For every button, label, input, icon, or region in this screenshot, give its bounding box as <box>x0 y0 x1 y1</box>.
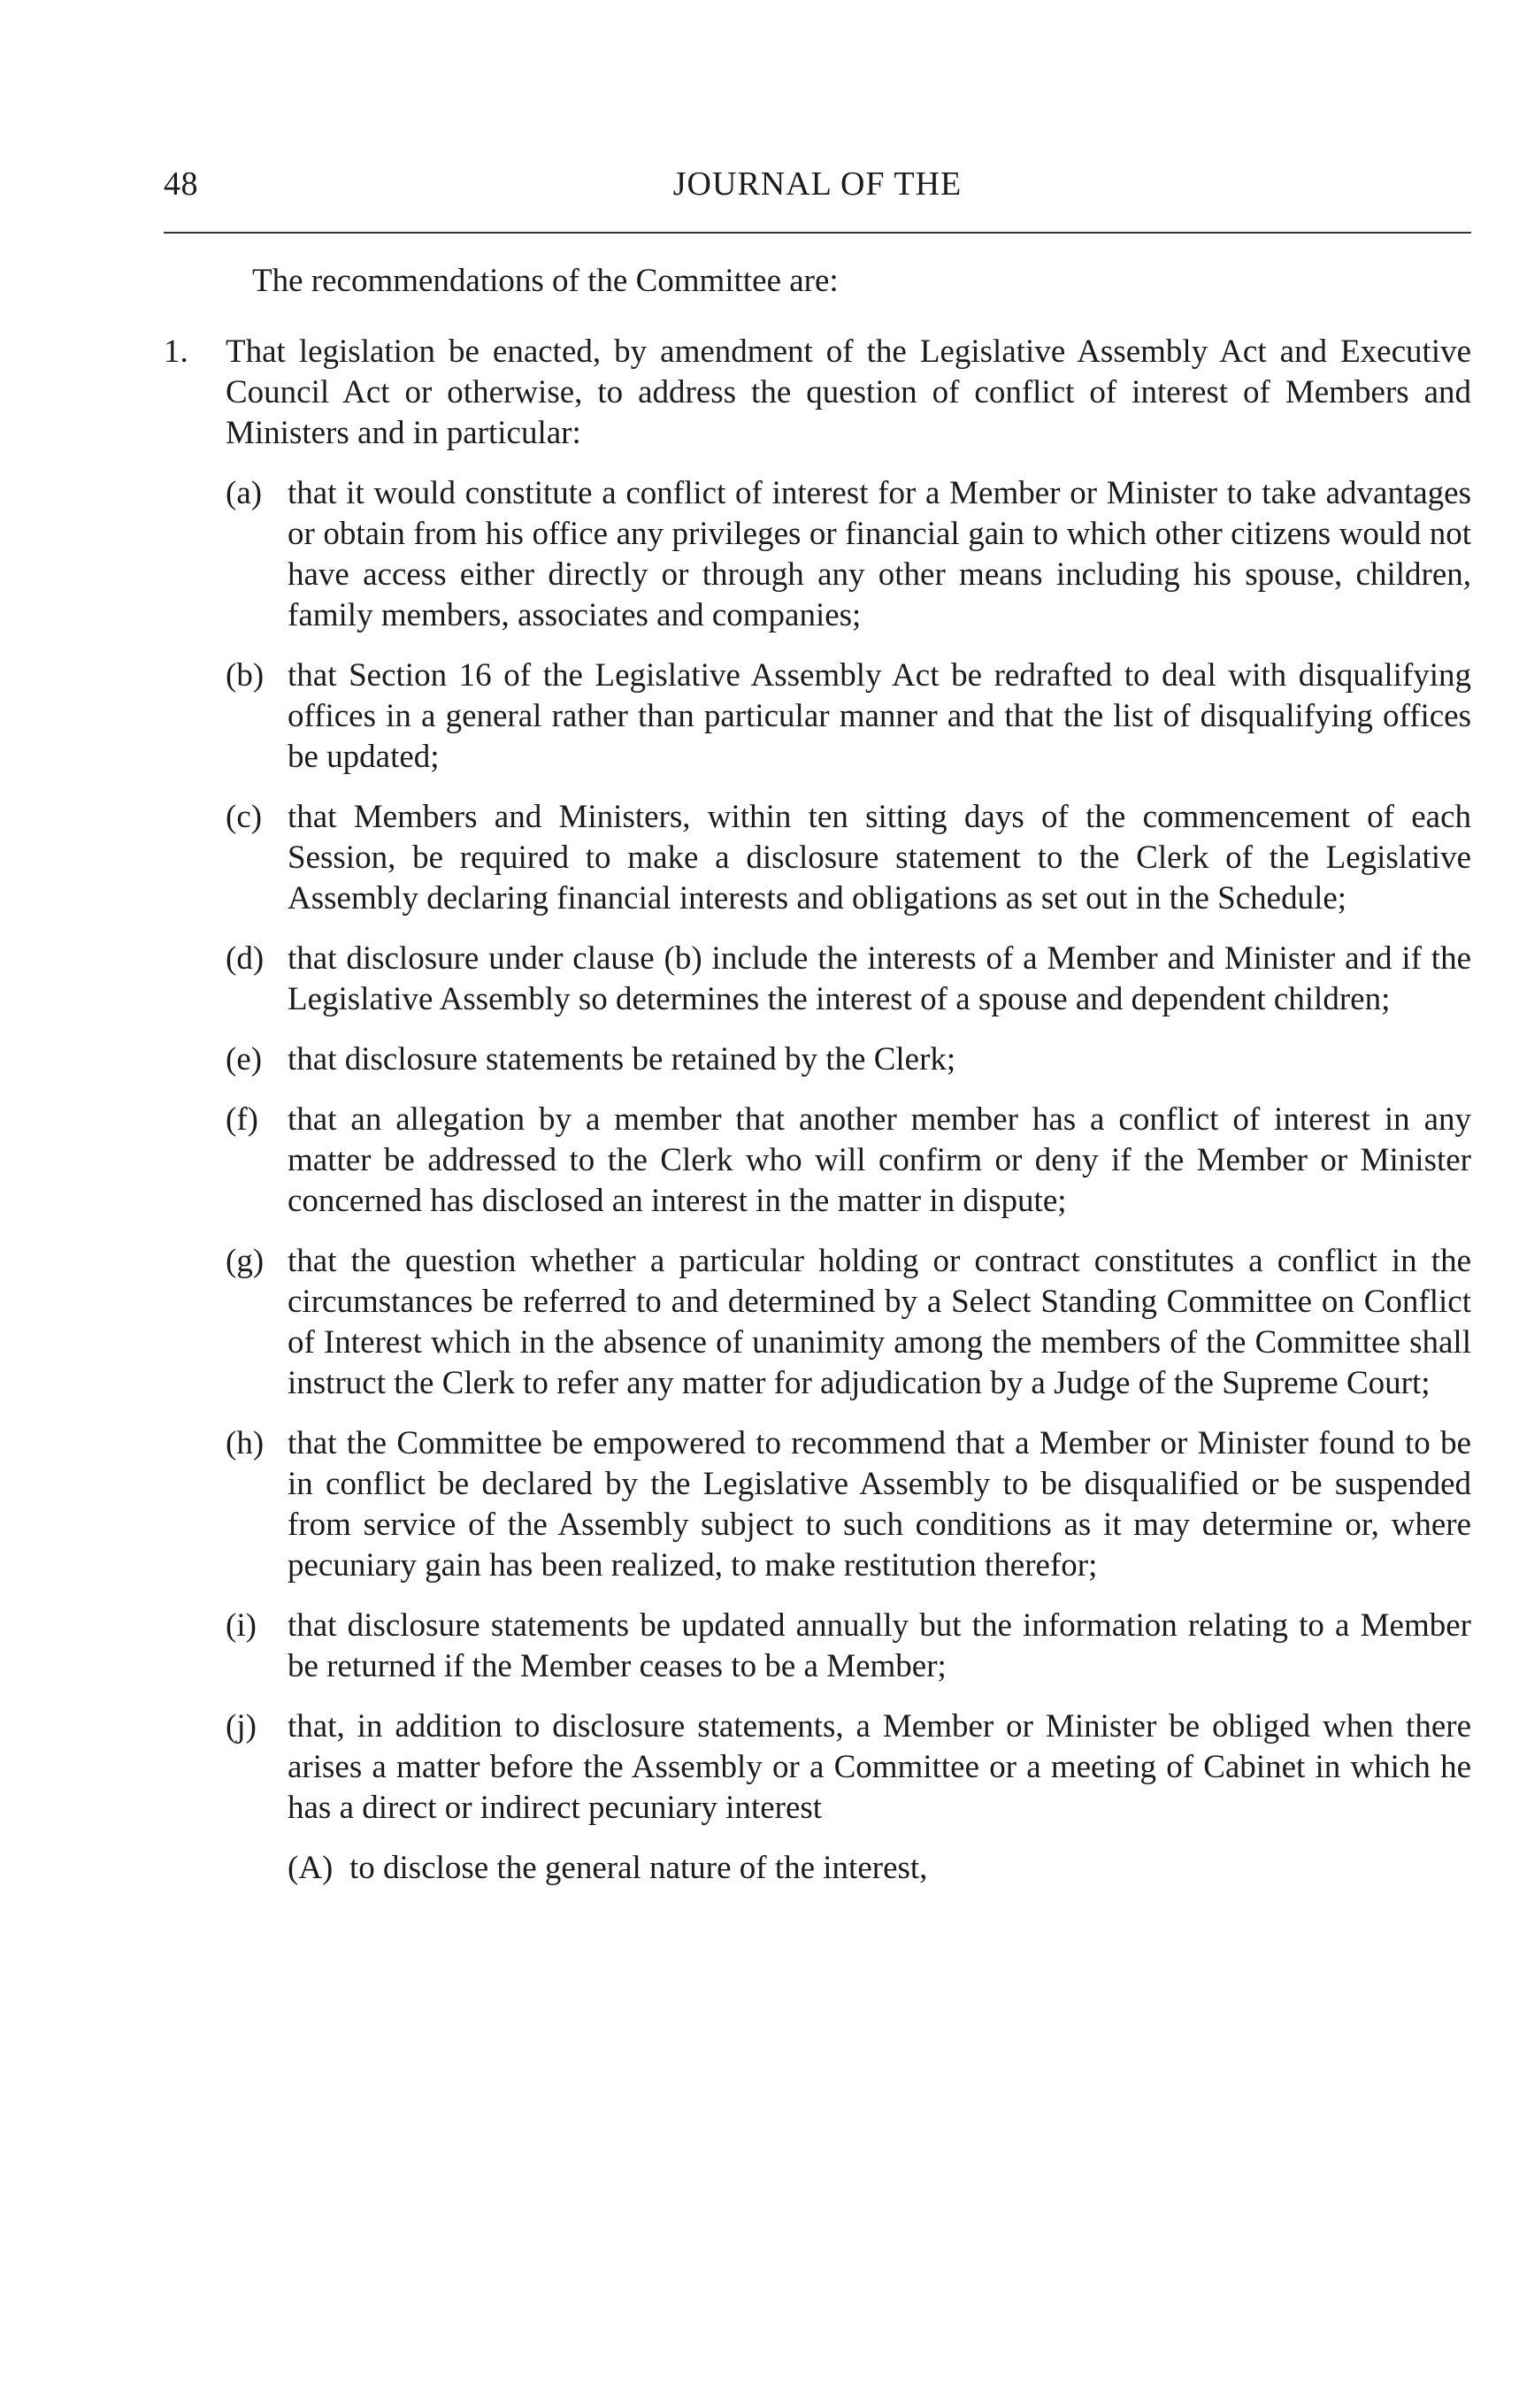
clause-e <box>164 1039 1471 1080</box>
recommendation-text: That legislation be enacted, by amendment of the Legislative Assembly Act and Executive Council Act or otherwise, to address the question of conflict of interest of Members and Ministers and in particular: <box>226 334 1471 451</box>
clause-label: (g) <box>226 1243 265 1279</box>
document-body <box>164 261 1471 1908</box>
clause-label: (e) <box>226 1041 263 1077</box>
recommendation-1 <box>164 332 1471 1889</box>
clause-text: that disclosure statements be retained by the Clerk; <box>288 1041 956 1077</box>
clause-g <box>164 1241 1471 1404</box>
clause-h <box>164 1423 1471 1586</box>
clause-text: that the Committee be empowered to recommend that a Member or Minister found to be in conflict be declared by the Legislative Assembly to be disqualified or be suspended from service of the Assembly subject to such conditions as it may determine or, where pecuniary gain has been realized, to make restitution therefor; <box>288 1425 1471 1584</box>
clause-c <box>164 797 1471 919</box>
clause-text: that an allegation by a member that another member has a conflict of interest in any matter be addressed to the Clerk who will confirm or deny if the Member or Minister concerned has disclosed an interest in the matter in dispute; <box>288 1101 1471 1219</box>
clause-label: (f) <box>226 1101 258 1138</box>
running-title: JOURNAL OF THE <box>672 165 963 203</box>
clause-j <box>164 1706 1471 1889</box>
clause-text: that it would constitute a conflict of interest for a Member or Minister to take advantages or obtain from his office any privileges or financial gain to which other citizens would not have access either directly or through any other means including his spouse, children, family members, associates and companies; <box>288 475 1471 633</box>
clause-f <box>164 1100 1471 1222</box>
clause-text: that disclosure under clause (b) include the interests of a Member and Minister and if the Legislative Assembly so determines the interest of a spouse and dependent children; <box>288 940 1471 1017</box>
clause-label: (c) <box>226 799 263 835</box>
page-header <box>164 165 1471 209</box>
clause-label: (i) <box>226 1607 257 1644</box>
clause-i <box>164 1606 1471 1687</box>
clause-a <box>164 473 1471 636</box>
header-rule <box>164 232 1471 234</box>
clause-text: that, in addition to disclosure statements, a Member or Minister be obliged when there arises a matter before the Assembly or a Committee or a meeting of Cabinet in which he has a direct or indirect pecuniary interest <box>288 1708 1471 1826</box>
clause-b <box>164 656 1471 778</box>
clause-label: (h) <box>226 1425 265 1461</box>
recommendation-number: 1. <box>164 334 188 370</box>
subclause-text: to disclose the general nature of the interest, <box>349 1850 928 1886</box>
clause-text: that Members and Ministers, within ten sitting days of the commencement of each Session, be required to make a disclosure statement to the Clerk of the Legislative Assembly declaring financial interests and obligations as set out in the Schedule; <box>288 799 1471 916</box>
clause-label: (a) <box>226 475 263 511</box>
clause-label: (b) <box>226 657 265 694</box>
subclause-a <box>288 1848 1471 1889</box>
clause-label: (d) <box>226 940 265 977</box>
clause-text: that disclosure statements be updated annually but the information relating to a Member be returned if the Member ceases to be a Member; <box>288 1607 1471 1684</box>
subclause-label: (A) <box>288 1850 334 1886</box>
clause-text: that the question whether a particular holding or contract constitutes a conflict in the circumstances be referred to and determined by a Select Standing Committee on Conflict of Interest which in the absence of unanimity among the members of the Committee shall instruct the Clerk to refer any matter for adjudication by a Judge of the Supreme Court; <box>288 1243 1471 1401</box>
clause-d <box>164 939 1471 1020</box>
page-number: 48 <box>164 165 198 203</box>
clause-text: that Section 16 of the Legislative Assembly Act be redrafted to deal with disqualifying offices in a general rather than particular manner and that the list of disqualifying offices be updated; <box>288 657 1471 775</box>
clause-label: (j) <box>226 1708 257 1745</box>
intro-paragraph: The recommendations of the Committee are: <box>252 263 839 299</box>
